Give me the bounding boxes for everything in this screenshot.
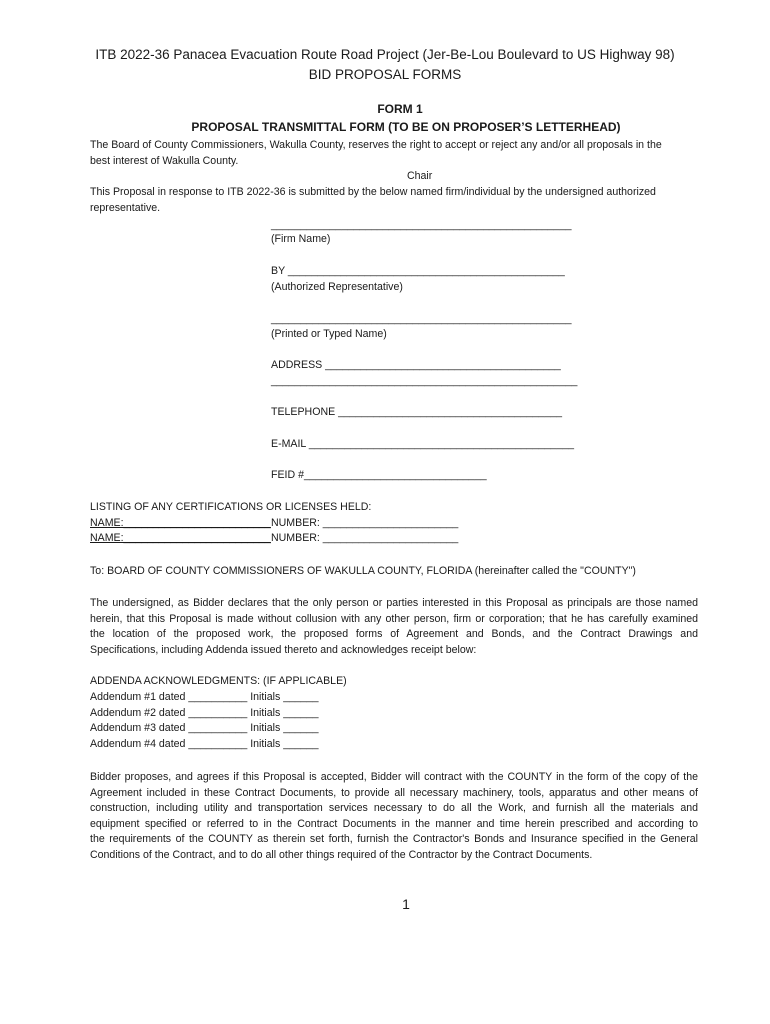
authorized-rep-label: (Authorized Representative) xyxy=(271,281,403,293)
address-field-1[interactable]: ADDRESS ________________________________________ xyxy=(271,359,561,371)
intro-line-4: representative. xyxy=(90,202,161,214)
agreement-line: construction, including utility and transportation services necessary to do all the Work, and furnish all the materials and xyxy=(90,802,698,815)
certifications-heading: LISTING OF ANY CERTIFICATIONS OR LICENSES HELD: xyxy=(90,501,372,513)
declaration-line: herein, that this Proposal is made without collusion with any other person, firm or corporation; that he has carefully examined xyxy=(90,612,698,625)
declaration-line: the location of the proposed work, the proposed forms of Agreement and Bonds, and the Contract Drawings and xyxy=(90,628,698,641)
firm-name-field[interactable]: ___________________________________________________ xyxy=(271,219,572,231)
agreement-line: Agreement included in these Contract Documents, to provide all necessary machinery, tools, apparatus and other means of xyxy=(90,786,698,799)
email-field[interactable]: E-MAIL _____________________________________________ xyxy=(271,438,574,450)
declaration-line: Specifications, including Addenda issued thereto and acknowledges receipt below: xyxy=(90,643,477,656)
address-field-2[interactable]: ____________________________________________________ xyxy=(271,375,578,387)
bidder-declaration-paragraph xyxy=(90,596,698,658)
addressee-line: To: BOARD OF COUNTY COMMISSIONERS OF WAKULLA COUNTY, FLORIDA (hereinafter called the "COUNTY") xyxy=(90,565,636,577)
document-title: ITB 2022-36 Panacea Evacuation Route Road Project (Jer-Be-Lou Boulevard to US Highway 98) xyxy=(95,47,675,62)
addendum-row-3[interactable]: Addendum #3 dated __________ Initials ______ xyxy=(90,722,319,734)
cert-number-field-2[interactable]: NUMBER: _______________________ xyxy=(271,532,459,544)
addendum-row-1[interactable]: Addendum #1 dated __________ Initials ______ xyxy=(90,691,319,703)
firm-name-label: (Firm Name) xyxy=(271,233,331,245)
form-title: PROPOSAL TRANSMITTAL FORM (TO BE ON PROPOSER’S LETTERHEAD) xyxy=(191,120,621,134)
addendum-row-2[interactable]: Addendum #2 dated __________ Initials ______ xyxy=(90,707,319,719)
printed-name-label: (Printed or Typed Name) xyxy=(271,328,387,340)
cert-name-field-2[interactable]: NAME:_________________________ xyxy=(90,532,271,544)
addendum-row-4[interactable]: Addendum #4 dated __________ Initials ______ xyxy=(90,738,319,750)
agreement-line: Conditions of the Contract, and to do all other things required of the Contractor by the Contract Documents. xyxy=(90,848,593,861)
cert-number-field-1[interactable]: NUMBER: _______________________ xyxy=(271,517,459,529)
authorized-by-field[interactable]: BY _______________________________________________ xyxy=(271,265,565,277)
cert-name-field-1[interactable]: NAME:_________________________ xyxy=(90,517,271,529)
feid-field[interactable]: FEID #_______________________________ xyxy=(271,469,487,481)
chair-label: Chair xyxy=(407,170,433,182)
intro-line-1: The Board of County Commissioners, Wakulla County, reserves the right to accept or reject any and/or all proposals in the xyxy=(90,139,662,151)
addenda-heading: ADDENDA ACKNOWLEDGMENTS: (IF APPLICABLE) xyxy=(90,675,347,687)
page-number: 1 xyxy=(402,896,410,912)
printed-name-field[interactable]: ___________________________________________________ xyxy=(271,313,572,325)
bidder-agreement-paragraph xyxy=(90,770,698,864)
declaration-line: The undersigned, as Bidder declares that the only person or parties interested in this Proposal as principals are those named xyxy=(90,597,698,609)
document-subtitle: BID PROPOSAL FORMS xyxy=(308,67,462,82)
agreement-line: Bidder proposes, and agrees if this Proposal is accepted, Bidder will contract with the COUNTY in the form of the copy of the xyxy=(90,771,698,783)
intro-line-2: best interest of Wakulla County. xyxy=(90,155,239,167)
agreement-line: the requirements of the COUNTY as therein set forth, furnish the Contractor's Bonds and Insurance specified in the General xyxy=(90,833,698,846)
form-number: FORM 1 xyxy=(377,102,423,116)
telephone-field[interactable]: TELEPHONE ______________________________________ xyxy=(271,406,562,418)
agreement-line: equipment specified or referred to in the Contract Documents in the manner and time herein prescribed and according to xyxy=(90,817,698,830)
intro-line-3: This Proposal in response to ITB 2022-36 is submitted by the below named firm/individual by the undersigned authorized xyxy=(90,186,656,198)
